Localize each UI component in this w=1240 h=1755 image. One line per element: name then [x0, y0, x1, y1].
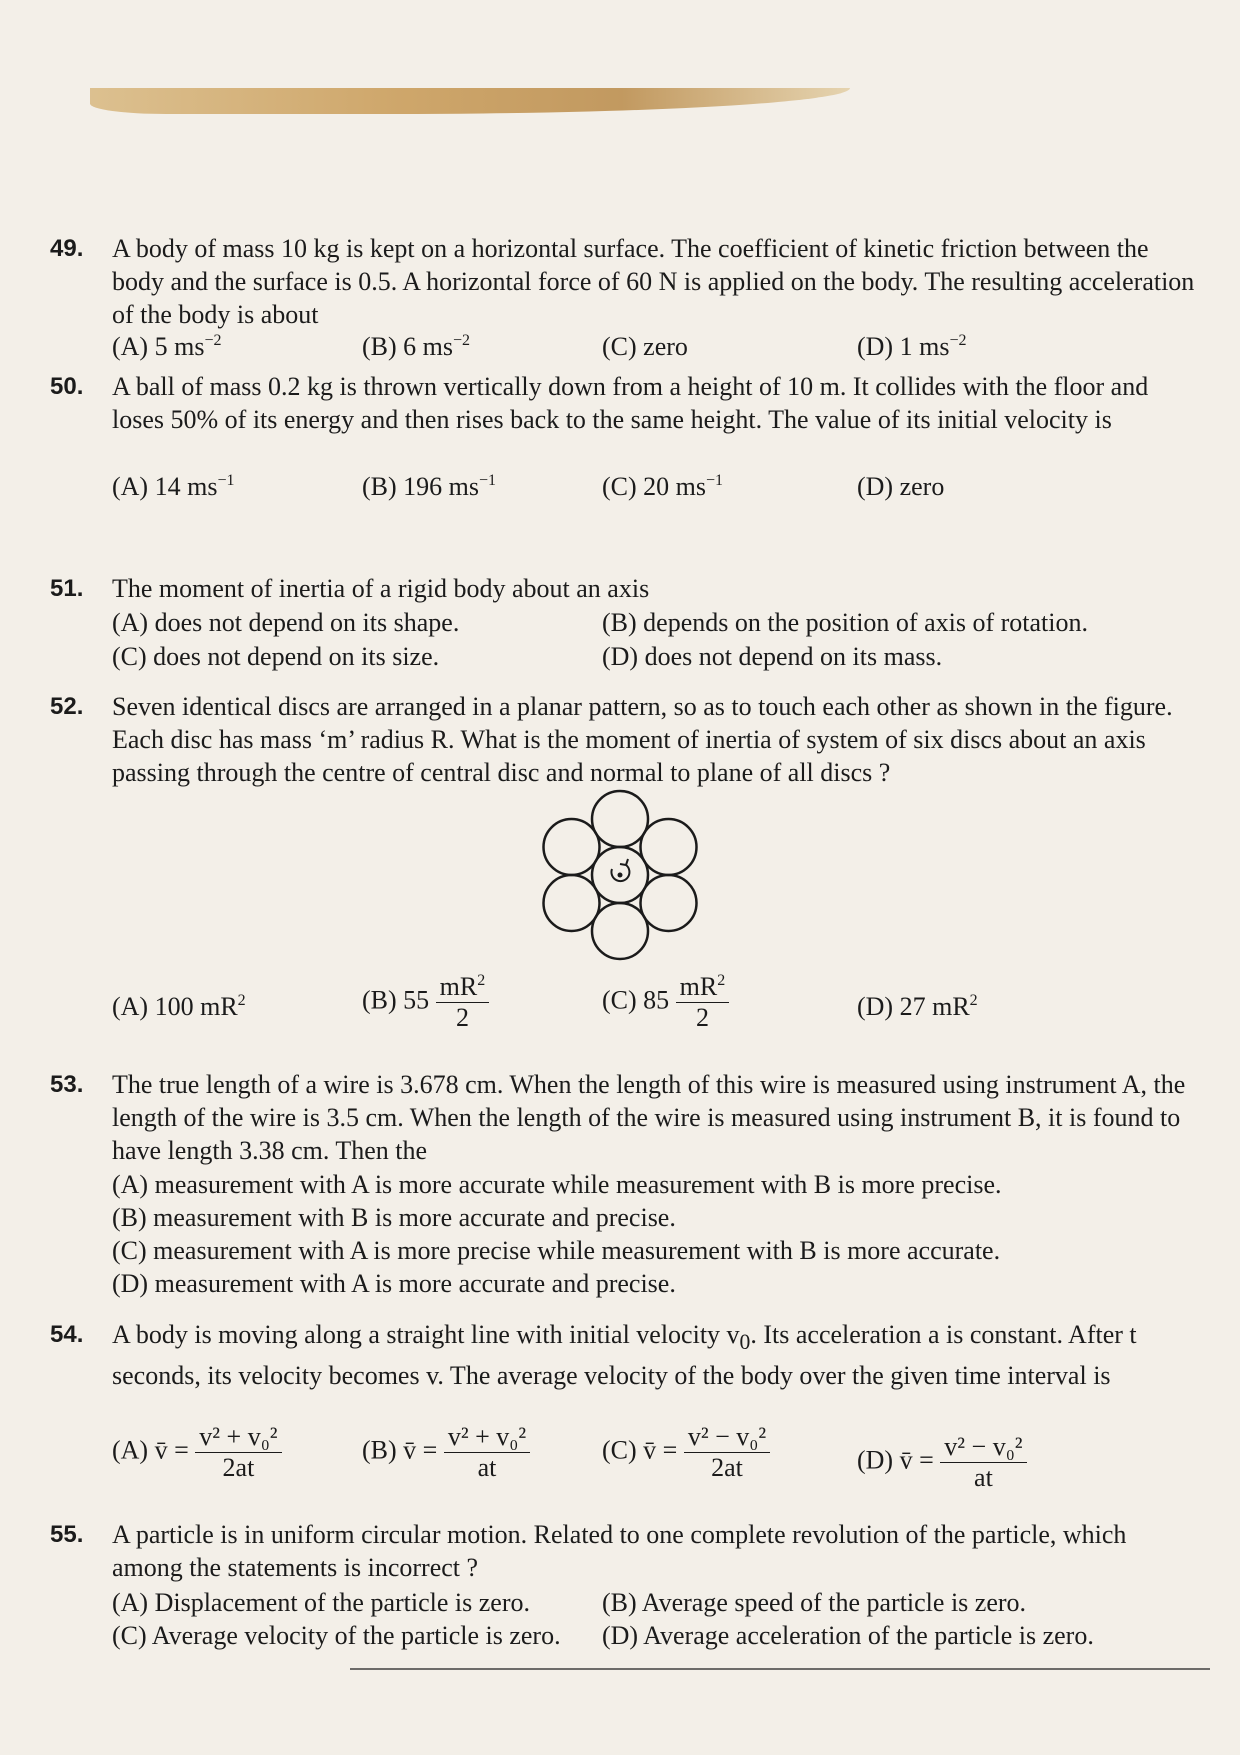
page-edge-shadow: [90, 88, 850, 114]
option-b[interactable]: (B) v̄ = $\frac{\text{v² + v₀²}}{at}$: [362, 1422, 530, 1483]
option-c[interactable]: (C) does not depend on its size.: [112, 642, 440, 671]
question-text: A ball of mass 0.2 kg is thrown vertically down from a height of 10 m. It collides with the floor and loses 50% of its energy and then rises back to the same height. The value of its initial velocity is: [112, 372, 1149, 434]
option-c[interactable]: (C) 85 $\frac{mR^2}{2}$: [602, 972, 729, 1033]
option-b[interactable]: (B) measurement with B is more accurate and precise.: [112, 1203, 676, 1232]
question-text: Seven identical discs are arranged in a planar pattern, so as to touch each other as shown in the figure. Each disc has mass ‘m’ radius R. What is the moment of inertia of system of six discs about an axis passing through the centre of central disc and normal to plane of all discs ?: [112, 692, 1173, 787]
option-b[interactable]: (B) 196 $ms^{-1}$: [362, 472, 497, 501]
disc-bottom: [592, 903, 648, 959]
disc-lower-left: [544, 875, 600, 931]
option-d[interactable]: (D) 1 $ms^{-2}$: [857, 332, 967, 361]
question-text: A particle is in uniform circular motion. Related to one complete revolution of the particle, which among the statements is incorrect ?: [112, 1520, 1127, 1582]
question-text: A body is moving along a straight line with initial velocity $v_0$. Its acceleration a is constant. After t seconds, its velocity becomes v. The average velocity of the body over the given time interval is: [112, 1320, 1137, 1391]
option-d[interactable]: (D) zero: [857, 472, 945, 501]
disc-lower-right: [641, 875, 697, 931]
disc-top: [592, 791, 648, 847]
option-a[interactable]: (A) 100 $mR^2$: [112, 992, 246, 1021]
question-number: 54.: [50, 1321, 84, 1348]
option-d[interactable]: (D) Average acceleration of the particle is zero.: [602, 1621, 1094, 1650]
option-d[interactable]: (D) does not depend on its mass.: [602, 642, 943, 671]
question-number: 49.: [50, 235, 84, 262]
option-b[interactable]: (B) 55 $\frac{mR^2}{2}$: [362, 972, 489, 1033]
question-text: A body of mass 10 kg is kept on a horizontal surface. The coefficient of kinetic friction between the body and the surface is 0.5. A horizontal force of 60 N is applied on the body. The resulting acceleration of the body is about: [112, 234, 1195, 329]
option-c[interactable]: (C) v̄ = $\frac{\text{v² − v₀²}}{2at}$: [602, 1422, 770, 1483]
seven-discs-figure: [540, 785, 700, 965]
question-number: 50.: [50, 373, 84, 400]
disc-upper-left: [544, 819, 600, 875]
option-a[interactable]: (A) measurement with A is more accurate while measurement with B is more precise.: [112, 1170, 1002, 1199]
disc-upper-right: [641, 819, 697, 875]
option-a[interactable]: (A) 5 $ms^{-2}$: [112, 332, 222, 361]
option-a[interactable]: (A) v̄ = $\frac{\text{v² + v₀²}}{2at}$: [112, 1422, 282, 1483]
option-a[interactable]: (A) 14 $ms^{-1}$: [112, 472, 235, 501]
option-d[interactable]: (D) measurement with A is more accurate and precise.: [112, 1269, 676, 1298]
option-d[interactable]: (D) v̄ = $\frac{\text{v² − v₀²}}{at}$: [857, 1432, 1027, 1493]
option-a[interactable]: (A) does not depend on its shape.: [112, 608, 460, 637]
option-c[interactable]: (C) zero: [602, 332, 688, 361]
option-c[interactable]: (C) Average velocity of the particle is zero.: [112, 1621, 561, 1650]
question-number: 55.: [50, 1521, 84, 1548]
page-bottom-rule: [350, 1668, 1210, 1670]
option-b[interactable]: (B) depends on the position of axis of rotation.: [602, 608, 1088, 637]
option-c[interactable]: (C) measurement with A is more precise while measurement with B is more accurate.: [112, 1236, 1001, 1265]
question-text: The moment of inertia of a rigid body about an axis: [112, 574, 650, 603]
option-a[interactable]: (A) Displacement of the particle is zero.: [112, 1588, 530, 1617]
option-c[interactable]: (C) 20 $ms^{-1}$: [602, 472, 724, 501]
option-d[interactable]: (D) 27 $mR^2$: [857, 992, 978, 1021]
question-number: 51.: [50, 575, 84, 602]
option-b[interactable]: (B) Average speed of the particle is zero.: [602, 1588, 1027, 1617]
question-text: The true length of a wire is 3.678 cm. When the length of this wire is measured using instrument A, the length of the wire is 3.5 cm. When the length of the wire is measured using instrument B, it is found to have length 3.38 cm. Then the: [112, 1070, 1186, 1165]
question-number: 52.: [50, 693, 84, 720]
question-number: 53.: [50, 1071, 84, 1098]
option-b[interactable]: (B) 6 $ms^{-2}$: [362, 332, 471, 361]
